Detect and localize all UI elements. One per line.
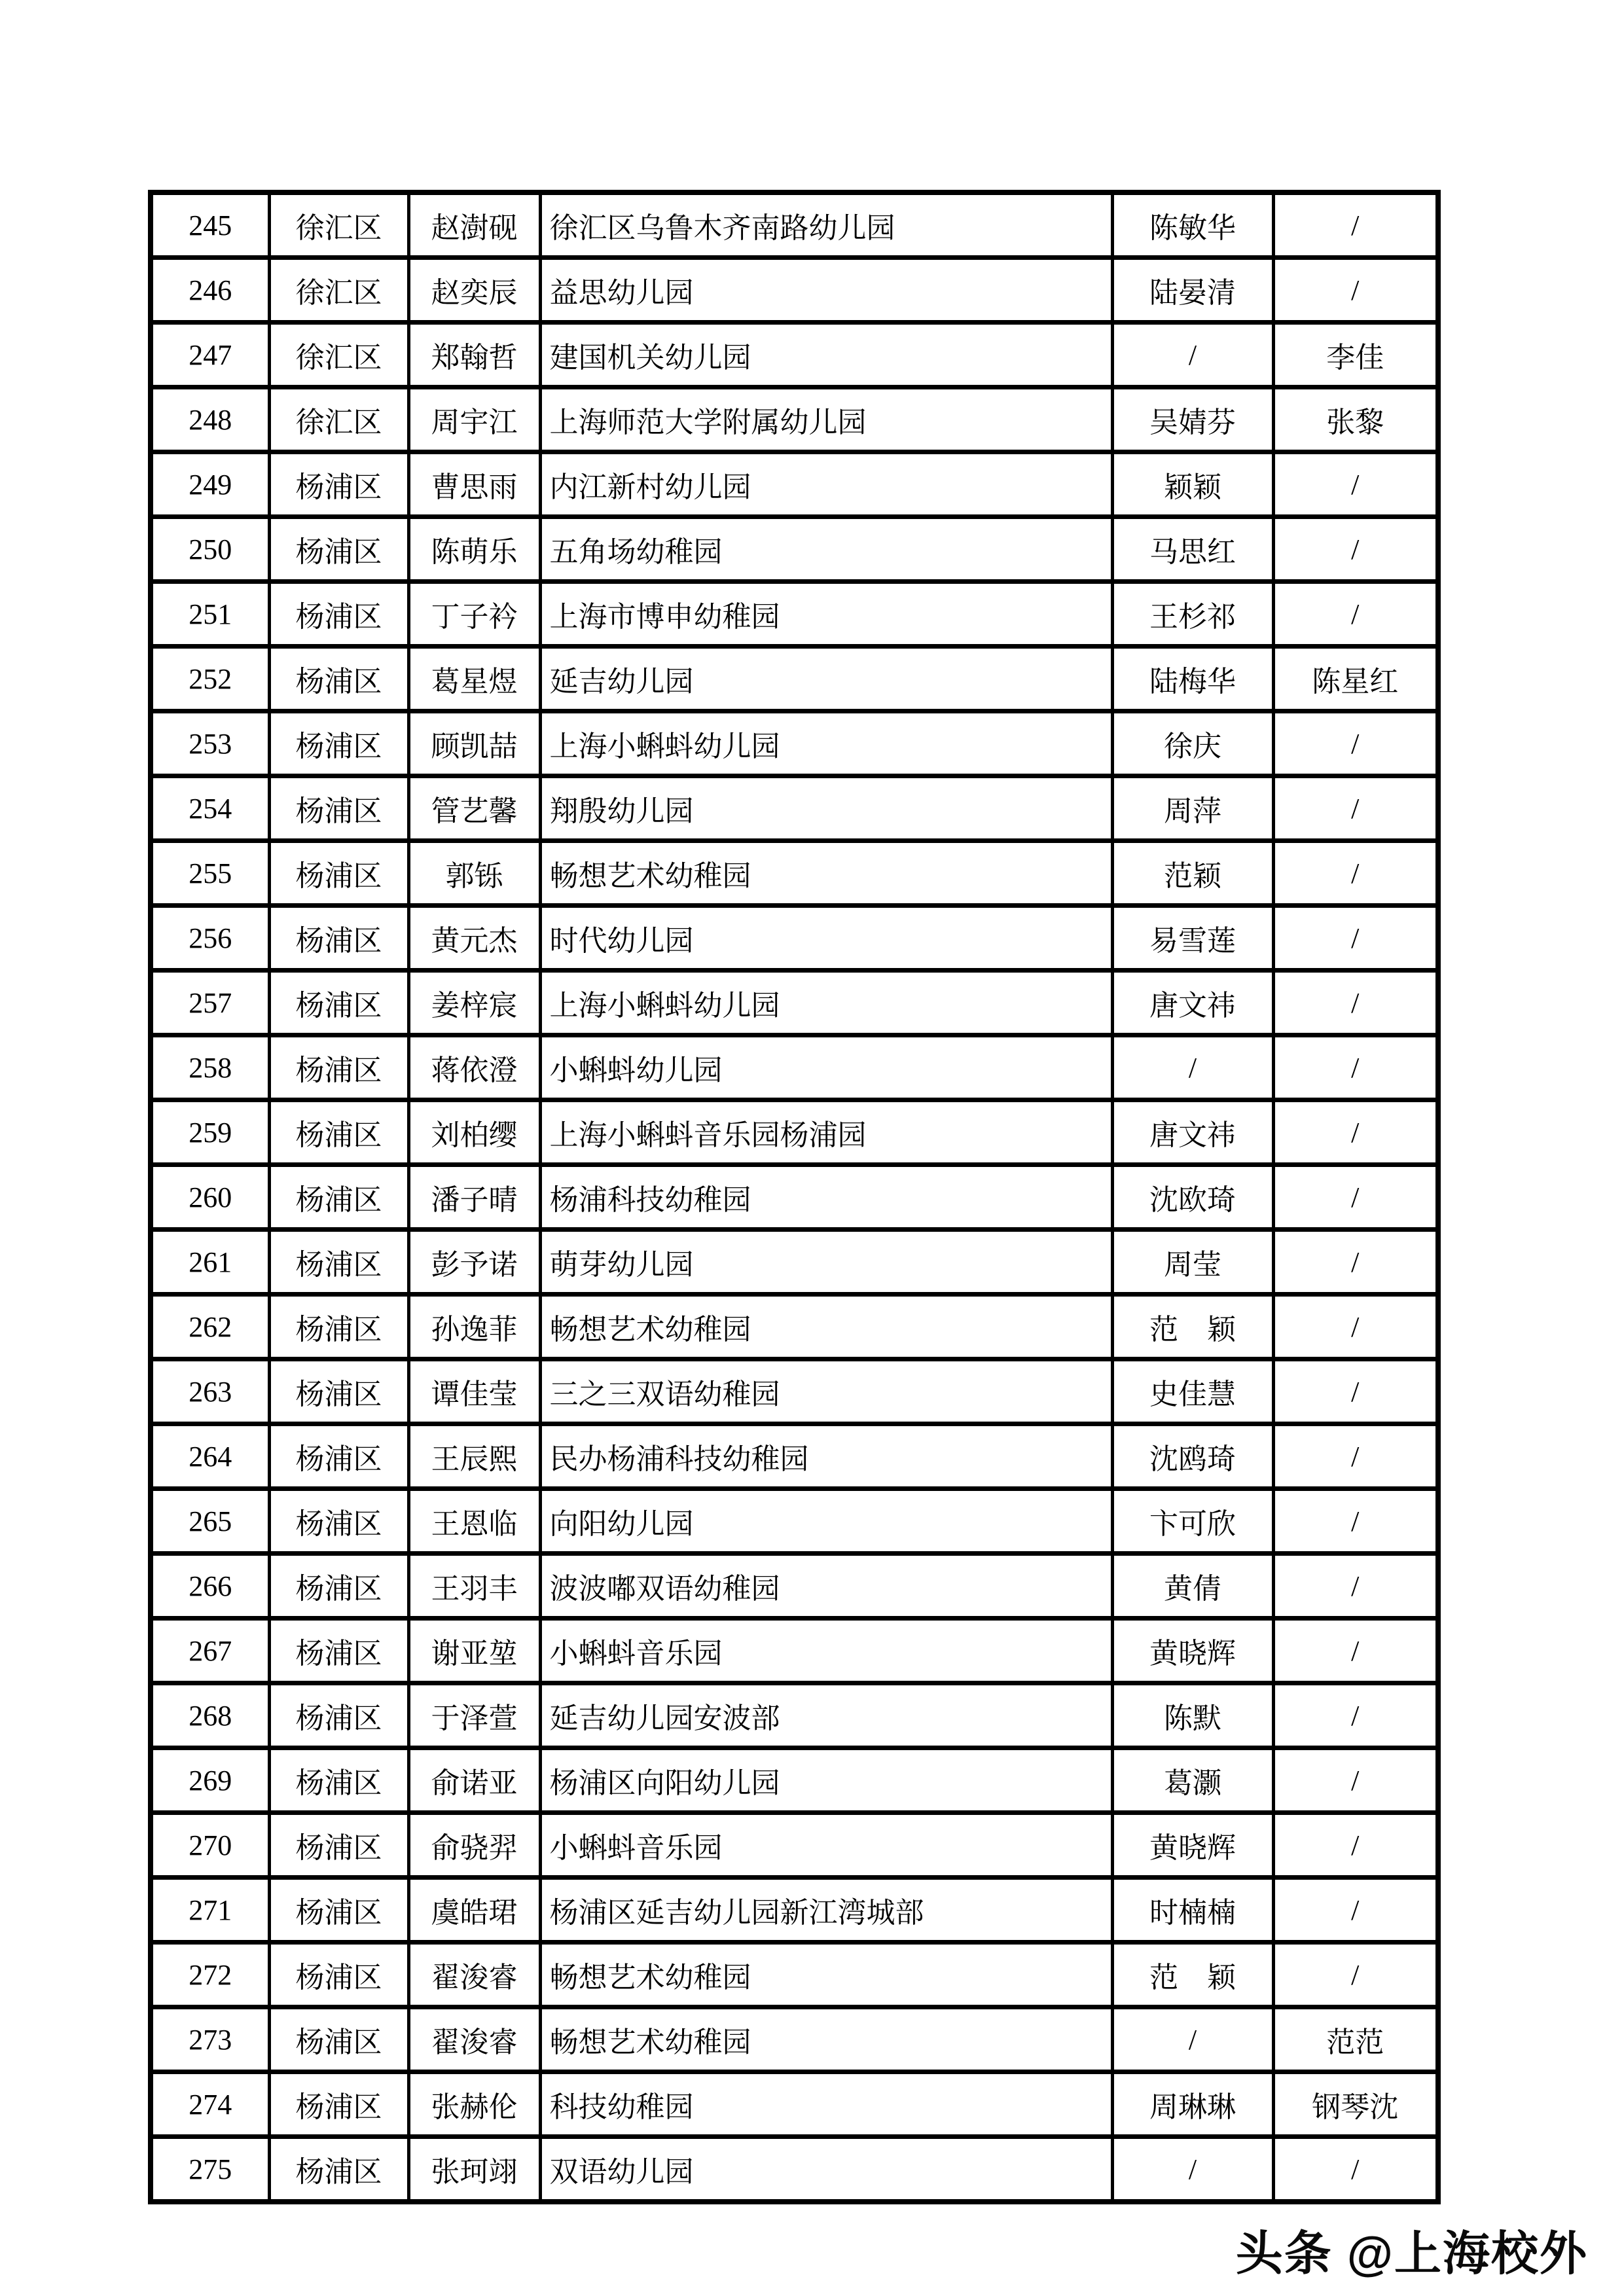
cell-student-name: 周宇江 [408, 387, 540, 452]
cell-second-teacher-name: / [1273, 1813, 1438, 1878]
cell-kindergarten-name: 上海市博申幼稚园 [540, 582, 1112, 647]
table-row [151, 647, 1438, 711]
cell-serial-number: 260 [151, 1165, 269, 1230]
cell-second-teacher-name: 张黎 [1273, 387, 1438, 452]
cell-kindergarten-name: 益思幼儿园 [540, 258, 1112, 323]
cell-student-name: 管艺馨 [408, 776, 540, 841]
cell-kindergarten-name: 向阳幼儿园 [540, 1489, 1112, 1554]
cell-district: 杨浦区 [269, 1619, 408, 1683]
cell-second-teacher-name: / [1273, 1230, 1438, 1295]
table-row [151, 1100, 1438, 1165]
cell-second-teacher-name: / [1273, 1878, 1438, 1943]
cell-serial-number: 251 [151, 582, 269, 647]
cell-district: 杨浦区 [269, 1165, 408, 1230]
cell-serial-number: 266 [151, 1554, 269, 1619]
table-row [151, 2072, 1438, 2137]
cell-kindergarten-name: 建国机关幼儿园 [540, 323, 1112, 387]
cell-district: 杨浦区 [269, 1748, 408, 1813]
cell-district: 杨浦区 [269, 906, 408, 971]
cell-district: 杨浦区 [269, 1554, 408, 1619]
cell-student-name: 虞皓珺 [408, 1878, 540, 1943]
cell-student-name: 于泽萱 [408, 1683, 540, 1748]
cell-serial-number: 250 [151, 517, 269, 582]
cell-second-teacher-name: 钢琴沈 [1273, 2072, 1438, 2137]
cell-district: 徐汇区 [269, 387, 408, 452]
cell-student-name: 蒋依澄 [408, 1035, 540, 1100]
cell-second-teacher-name: / [1273, 1943, 1438, 2007]
cell-serial-number: 247 [151, 323, 269, 387]
cell-student-name: 谢亚堃 [408, 1619, 540, 1683]
cell-teacher-name: / [1112, 2137, 1273, 2202]
cell-kindergarten-name: 上海小蝌蚪幼儿园 [540, 971, 1112, 1035]
cell-second-teacher-name: / [1273, 1165, 1438, 1230]
cell-kindergarten-name: 小蝌蚪音乐园 [540, 1619, 1112, 1683]
cell-student-name: 俞诺亚 [408, 1748, 540, 1813]
cell-district: 杨浦区 [269, 971, 408, 1035]
toutiao-watermark: 头条 @上海校外 [1235, 2228, 1588, 2280]
cell-kindergarten-name: 延吉幼儿园安波部 [540, 1683, 1112, 1748]
cell-teacher-name: 陆梅华 [1112, 647, 1273, 711]
cell-serial-number: 245 [151, 192, 269, 258]
cell-student-name: 赵奕辰 [408, 258, 540, 323]
cell-second-teacher-name: 范范 [1273, 2007, 1438, 2072]
table-row [151, 387, 1438, 452]
cell-kindergarten-name: 畅想艺术幼稚园 [540, 1943, 1112, 2007]
table-row [151, 1230, 1438, 1295]
cell-teacher-name: 黄倩 [1112, 1554, 1273, 1619]
cell-serial-number: 252 [151, 647, 269, 711]
cell-district: 杨浦区 [269, 1683, 408, 1748]
cell-teacher-name: 唐文祎 [1112, 1100, 1273, 1165]
cell-student-name: 谭佳莹 [408, 1359, 540, 1424]
table-row [151, 776, 1438, 841]
cell-kindergarten-name: 杨浦区向阳幼儿园 [540, 1748, 1112, 1813]
cell-teacher-name: / [1112, 1035, 1273, 1100]
cell-kindergarten-name: 畅想艺术幼稚园 [540, 841, 1112, 906]
cell-student-name: 孙逸菲 [408, 1295, 540, 1359]
cell-student-name: 王辰熙 [408, 1424, 540, 1489]
table-row [151, 2137, 1438, 2202]
cell-teacher-name: 陈默 [1112, 1683, 1273, 1748]
cell-district: 杨浦区 [269, 517, 408, 582]
cell-second-teacher-name: / [1273, 1683, 1438, 1748]
cell-second-teacher-name: / [1273, 2137, 1438, 2202]
cell-student-name: 张珂翊 [408, 2137, 540, 2202]
cell-second-teacher-name: / [1273, 258, 1438, 323]
cell-student-name: 郑翰哲 [408, 323, 540, 387]
cell-teacher-name: 葛灏 [1112, 1748, 1273, 1813]
cell-teacher-name: 史佳慧 [1112, 1359, 1273, 1424]
cell-serial-number: 269 [151, 1748, 269, 1813]
cell-serial-number: 274 [151, 2072, 269, 2137]
cell-second-teacher-name: 陈星红 [1273, 647, 1438, 711]
table-row [151, 1813, 1438, 1878]
cell-district: 徐汇区 [269, 192, 408, 258]
cell-district: 杨浦区 [269, 1489, 408, 1554]
cell-kindergarten-name: 畅想艺术幼稚园 [540, 1295, 1112, 1359]
table-row [151, 1748, 1438, 1813]
cell-kindergarten-name: 内江新村幼儿园 [540, 452, 1112, 517]
cell-student-name: 陈萌乐 [408, 517, 540, 582]
cell-district: 杨浦区 [269, 2072, 408, 2137]
cell-student-name: 黄元杰 [408, 906, 540, 971]
table-row [151, 1489, 1438, 1554]
cell-teacher-name: 范 颖 [1112, 1295, 1273, 1359]
table-row [151, 323, 1438, 387]
cell-student-name: 俞骁羿 [408, 1813, 540, 1878]
cell-teacher-name: 周莹 [1112, 1230, 1273, 1295]
cell-serial-number: 270 [151, 1813, 269, 1878]
cell-teacher-name: / [1112, 2007, 1273, 2072]
cell-kindergarten-name: 杨浦科技幼稚园 [540, 1165, 1112, 1230]
cell-second-teacher-name: / [1273, 582, 1438, 647]
cell-second-teacher-name: / [1273, 841, 1438, 906]
table-row [151, 517, 1438, 582]
cell-district: 杨浦区 [269, 1035, 408, 1100]
cell-kindergarten-name: 双语幼儿园 [540, 2137, 1112, 2202]
cell-district: 杨浦区 [269, 1424, 408, 1489]
cell-second-teacher-name: / [1273, 1359, 1438, 1424]
cell-student-name: 赵澍砚 [408, 192, 540, 258]
cell-teacher-name: 时楠楠 [1112, 1878, 1273, 1943]
cell-serial-number: 253 [151, 711, 269, 776]
cell-district: 杨浦区 [269, 841, 408, 906]
cell-serial-number: 263 [151, 1359, 269, 1424]
cell-second-teacher-name: / [1273, 776, 1438, 841]
table-row [151, 971, 1438, 1035]
cell-student-name: 葛星煜 [408, 647, 540, 711]
cell-serial-number: 248 [151, 387, 269, 452]
cell-teacher-name: 范 颖 [1112, 1943, 1273, 2007]
cell-serial-number: 258 [151, 1035, 269, 1100]
cell-serial-number: 261 [151, 1230, 269, 1295]
cell-student-name: 翟浚睿 [408, 2007, 540, 2072]
cell-teacher-name: 卞可欣 [1112, 1489, 1273, 1554]
cell-student-name: 刘柏缨 [408, 1100, 540, 1165]
table-row [151, 192, 1438, 258]
cell-serial-number: 259 [151, 1100, 269, 1165]
cell-teacher-name: 徐庆 [1112, 711, 1273, 776]
cell-serial-number: 265 [151, 1489, 269, 1554]
cell-kindergarten-name: 三之三双语幼稚园 [540, 1359, 1112, 1424]
cell-second-teacher-name: / [1273, 1554, 1438, 1619]
cell-teacher-name: 黄晓辉 [1112, 1619, 1273, 1683]
cell-teacher-name: 吴婧芬 [1112, 387, 1273, 452]
cell-serial-number: 254 [151, 776, 269, 841]
cell-teacher-name: 周萍 [1112, 776, 1273, 841]
table-row [151, 906, 1438, 971]
cell-kindergarten-name: 延吉幼儿园 [540, 647, 1112, 711]
cell-student-name: 王羽丰 [408, 1554, 540, 1619]
cell-second-teacher-name: / [1273, 1748, 1438, 1813]
cell-serial-number: 262 [151, 1295, 269, 1359]
roster-table-body [151, 192, 1438, 2202]
cell-kindergarten-name: 上海师范大学附属幼儿园 [540, 387, 1112, 452]
table-row [151, 258, 1438, 323]
cell-second-teacher-name: / [1273, 452, 1438, 517]
cell-kindergarten-name: 杨浦区延吉幼儿园新江湾城部 [540, 1878, 1112, 1943]
cell-teacher-name: 马思红 [1112, 517, 1273, 582]
cell-student-name: 张赫伦 [408, 2072, 540, 2137]
cell-kindergarten-name: 徐汇区乌鲁木齐南路幼儿园 [540, 192, 1112, 258]
table-row [151, 582, 1438, 647]
table-row [151, 1035, 1438, 1100]
cell-kindergarten-name: 民办杨浦科技幼稚园 [540, 1424, 1112, 1489]
cell-serial-number: 256 [151, 906, 269, 971]
cell-student-name: 顾凯喆 [408, 711, 540, 776]
cell-teacher-name: 唐文祎 [1112, 971, 1273, 1035]
cell-teacher-name: 沈鸥琦 [1112, 1424, 1273, 1489]
cell-second-teacher-name: / [1273, 1100, 1438, 1165]
cell-serial-number: 273 [151, 2007, 269, 2072]
cell-district: 徐汇区 [269, 323, 408, 387]
cell-teacher-name: 陈敏华 [1112, 192, 1273, 258]
cell-kindergarten-name: 翔殷幼儿园 [540, 776, 1112, 841]
cell-second-teacher-name: / [1273, 711, 1438, 776]
cell-student-name: 丁子衿 [408, 582, 540, 647]
cell-second-teacher-name: / [1273, 1295, 1438, 1359]
table-row [151, 1295, 1438, 1359]
cell-teacher-name: 易雪莲 [1112, 906, 1273, 971]
cell-district: 杨浦区 [269, 1943, 408, 2007]
cell-serial-number: 255 [151, 841, 269, 906]
cell-district: 杨浦区 [269, 711, 408, 776]
cell-kindergarten-name: 上海小蝌蚪幼儿园 [540, 711, 1112, 776]
cell-second-teacher-name: / [1273, 971, 1438, 1035]
cell-district: 杨浦区 [269, 2137, 408, 2202]
cell-serial-number: 267 [151, 1619, 269, 1683]
cell-district: 杨浦区 [269, 2007, 408, 2072]
cell-second-teacher-name: / [1273, 1035, 1438, 1100]
cell-district: 杨浦区 [269, 1230, 408, 1295]
table-row [151, 1359, 1438, 1424]
cell-kindergarten-name: 小蝌蚪幼儿园 [540, 1035, 1112, 1100]
cell-student-name: 郭铄 [408, 841, 540, 906]
table-row [151, 1165, 1438, 1230]
table-row [151, 1619, 1438, 1683]
cell-kindergarten-name: 科技幼稚园 [540, 2072, 1112, 2137]
cell-district: 杨浦区 [269, 647, 408, 711]
table-row [151, 1683, 1438, 1748]
table-row [151, 452, 1438, 517]
roster-table-container [148, 190, 1435, 2204]
cell-student-name: 王恩临 [408, 1489, 540, 1554]
cell-serial-number: 257 [151, 971, 269, 1035]
cell-district: 杨浦区 [269, 1878, 408, 1943]
cell-teacher-name: 沈欧琦 [1112, 1165, 1273, 1230]
cell-teacher-name: 陆晏清 [1112, 258, 1273, 323]
cell-district: 杨浦区 [269, 582, 408, 647]
cell-serial-number: 275 [151, 2137, 269, 2202]
cell-kindergarten-name: 上海小蝌蚪音乐园杨浦园 [540, 1100, 1112, 1165]
cell-serial-number: 264 [151, 1424, 269, 1489]
cell-student-name: 彭予诺 [408, 1230, 540, 1295]
cell-teacher-name: 颖颖 [1112, 452, 1273, 517]
cell-teacher-name: / [1112, 323, 1273, 387]
cell-second-teacher-name: / [1273, 517, 1438, 582]
cell-kindergarten-name: 波波嘟双语幼稚园 [540, 1554, 1112, 1619]
roster-table [148, 190, 1441, 2204]
cell-kindergarten-name: 五角场幼稚园 [540, 517, 1112, 582]
table-row [151, 1943, 1438, 2007]
cell-district: 杨浦区 [269, 1100, 408, 1165]
cell-kindergarten-name: 小蝌蚪音乐园 [540, 1813, 1112, 1878]
cell-kindergarten-name: 畅想艺术幼稚园 [540, 2007, 1112, 2072]
cell-second-teacher-name: / [1273, 1424, 1438, 1489]
cell-district: 杨浦区 [269, 1813, 408, 1878]
cell-second-teacher-name: / [1273, 1489, 1438, 1554]
cell-district: 杨浦区 [269, 776, 408, 841]
cell-teacher-name: 黄晓辉 [1112, 1813, 1273, 1878]
cell-district: 杨浦区 [269, 1295, 408, 1359]
cell-district: 杨浦区 [269, 1359, 408, 1424]
table-row [151, 1878, 1438, 1943]
cell-student-name: 曹思雨 [408, 452, 540, 517]
cell-teacher-name: 周琳琳 [1112, 2072, 1273, 2137]
table-row [151, 1554, 1438, 1619]
cell-teacher-name: 范颖 [1112, 841, 1273, 906]
cell-serial-number: 268 [151, 1683, 269, 1748]
cell-teacher-name: 王杉祁 [1112, 582, 1273, 647]
table-row [151, 841, 1438, 906]
table-row [151, 2007, 1438, 2072]
cell-second-teacher-name: / [1273, 192, 1438, 258]
cell-second-teacher-name: / [1273, 1619, 1438, 1683]
cell-student-name: 翟浚睿 [408, 1943, 540, 2007]
cell-district: 徐汇区 [269, 258, 408, 323]
cell-serial-number: 246 [151, 258, 269, 323]
cell-district: 杨浦区 [269, 452, 408, 517]
table-row [151, 711, 1438, 776]
cell-kindergarten-name: 萌芽幼儿园 [540, 1230, 1112, 1295]
cell-student-name: 潘子晴 [408, 1165, 540, 1230]
cell-serial-number: 272 [151, 1943, 269, 2007]
cell-serial-number: 271 [151, 1878, 269, 1943]
cell-kindergarten-name: 时代幼儿园 [540, 906, 1112, 971]
cell-serial-number: 249 [151, 452, 269, 517]
table-row [151, 1424, 1438, 1489]
cell-second-teacher-name: / [1273, 906, 1438, 971]
cell-second-teacher-name: 李佳 [1273, 323, 1438, 387]
cell-student-name: 姜梓宸 [408, 971, 540, 1035]
